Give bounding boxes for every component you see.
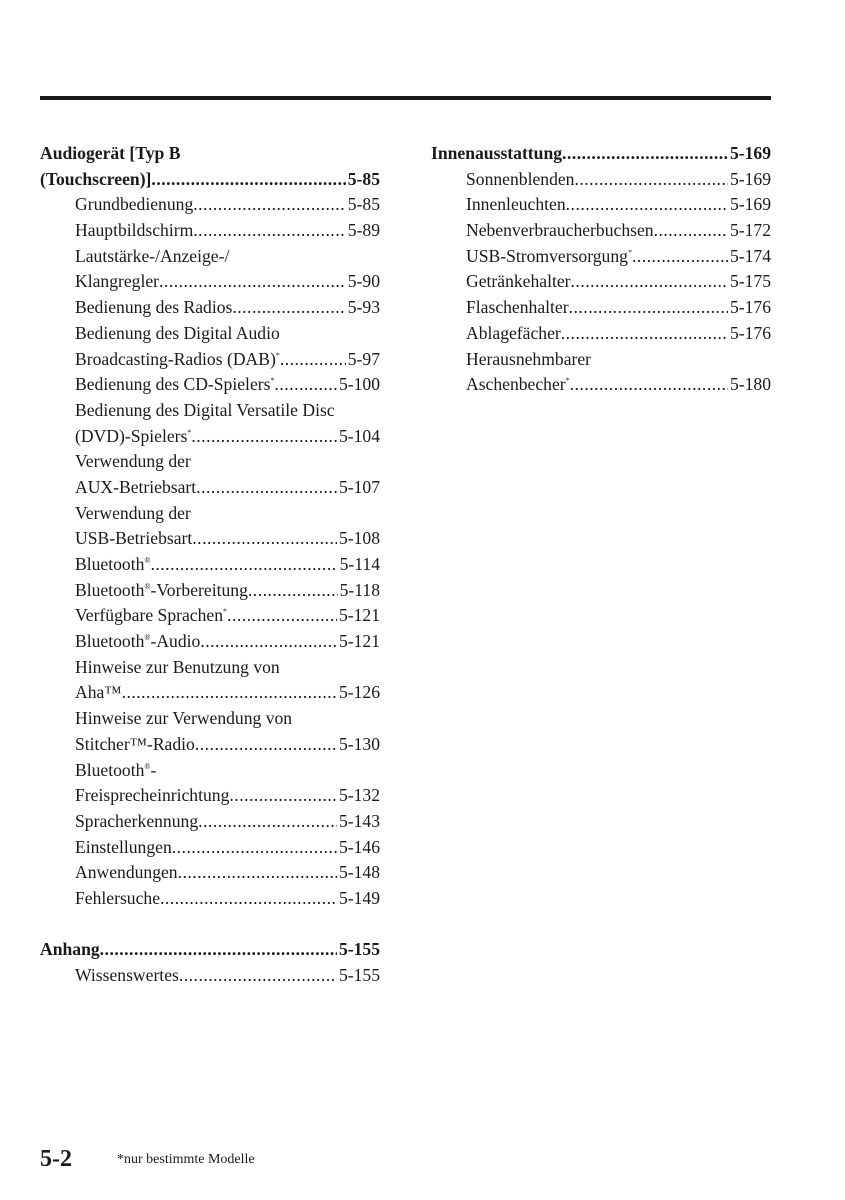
dot-leader — [248, 578, 338, 604]
toc-entry[interactable] — [40, 860, 380, 886]
dot-leader — [200, 629, 337, 655]
toc-entry-title: Broadcasting-Radios (DAB)* — [75, 348, 280, 369]
toc-entry[interactable] — [40, 552, 380, 578]
toc-page-number: 5-169 — [729, 168, 771, 189]
toc-entry[interactable] — [40, 218, 380, 244]
toc-page-number: 5-118 — [339, 579, 380, 600]
dot-leader — [227, 603, 337, 629]
toc-entry-title: Aschenbecher* — [466, 374, 570, 395]
toc-page-number: 5-155 — [338, 965, 380, 985]
toc-entry — [40, 398, 380, 424]
dot-leader — [569, 295, 728, 321]
toc-entry[interactable] — [40, 295, 380, 321]
footnote-marker: * — [627, 247, 632, 257]
dot-leader — [160, 886, 337, 912]
toc-page-number: 5-174 — [729, 245, 771, 266]
toc-page-number: 5-100 — [338, 374, 380, 395]
toc-page-number: 5-130 — [338, 733, 380, 754]
toc-entry[interactable] — [431, 269, 771, 295]
footnote-marker: * — [275, 350, 280, 360]
toc-entry-title: Innenausstattung — [431, 143, 563, 163]
toc-entry-title: Innenleuchten — [466, 194, 566, 215]
footnote-marker: * — [223, 607, 228, 617]
toc-column-left — [40, 141, 380, 989]
footnote-marker: ® — [144, 581, 151, 591]
toc-entry — [40, 321, 380, 347]
toc-entry[interactable] — [40, 372, 380, 398]
toc-entry[interactable] — [40, 732, 380, 758]
header-rule — [40, 96, 771, 100]
footnote-marker: * — [187, 427, 192, 437]
toc-entry-title: AUX-Betriebsart — [75, 476, 197, 497]
toc-entry-title: Hinweise zur Verwendung von — [75, 708, 293, 729]
dot-leader — [632, 244, 728, 270]
toc-entry-title: Verfügbare Sprachen* — [75, 605, 228, 626]
dot-leader — [196, 475, 337, 501]
toc-entry[interactable] — [431, 321, 771, 347]
toc-entry[interactable] — [431, 167, 771, 193]
footnote-marker: ® — [144, 633, 151, 643]
toc-entry-title: Bluetooth®-Vorbereitung — [75, 579, 248, 600]
toc-entry[interactable] — [40, 269, 380, 295]
toc-entry[interactable] — [40, 347, 380, 373]
toc-page-number: 5-172 — [729, 220, 771, 241]
dot-leader — [172, 835, 337, 861]
dot-leader — [232, 295, 345, 321]
toc-entry[interactable] — [431, 244, 771, 270]
toc-page-number: 5-107 — [338, 476, 380, 497]
toc-page-number: 5-180 — [729, 374, 771, 395]
toc-entry-title: Lautstärke-/Anzeige-/ — [75, 245, 230, 266]
toc-page-number: 5-93 — [347, 297, 380, 318]
toc-entry[interactable] — [40, 680, 380, 706]
dot-leader — [566, 192, 728, 218]
toc-entry-title: Verwendung der — [75, 502, 191, 523]
toc-page-number: 5-90 — [347, 271, 380, 292]
dot-leader — [150, 552, 337, 578]
toc-entry-title: Klangregler — [75, 271, 160, 292]
toc-entry[interactable] — [40, 475, 380, 501]
toc-page-number: 5-176 — [729, 297, 771, 318]
toc-page-number: 5-121 — [338, 605, 380, 626]
toc-entry-title: Stitcher™-Radio — [75, 733, 195, 754]
toc-entry[interactable] — [431, 372, 771, 398]
footnote-marker: * — [270, 376, 275, 386]
toc-page-number: 5-146 — [338, 836, 380, 857]
dot-leader — [229, 783, 337, 809]
toc-page-number: 5-126 — [338, 682, 380, 703]
toc-entry-title: Ablagefächer — [466, 322, 561, 343]
toc-entry-title: Bedienung des Radios — [75, 297, 233, 318]
toc-section-heading[interactable] — [40, 937, 380, 963]
toc-entry[interactable] — [431, 218, 771, 244]
toc-entry[interactable] — [40, 963, 380, 989]
toc-entry-title: Anwendungen — [75, 862, 178, 883]
dot-leader — [198, 809, 337, 835]
toc-entry-title: Herausnehmbarer — [466, 348, 592, 369]
toc-entry[interactable] — [40, 192, 380, 218]
dot-leader — [561, 321, 728, 347]
dot-leader — [179, 963, 337, 989]
dot-leader — [178, 860, 337, 886]
toc-entry — [40, 706, 380, 732]
toc-page-number: 5-132 — [338, 785, 380, 806]
toc-entry-title: Bedienung des Digital Versatile Disc — [75, 399, 335, 420]
toc-entry-title: (DVD)-Spielers* — [75, 425, 192, 446]
toc-entry[interactable] — [40, 809, 380, 835]
toc-entry-title: Audiogerät [Typ B — [40, 143, 181, 163]
toc-page-number: 5-148 — [338, 862, 380, 883]
toc-page-number: 5-108 — [338, 528, 380, 549]
toc-entry-title: Einstellungen — [75, 836, 172, 857]
toc-entry-title: Fehlersuche — [75, 887, 161, 908]
toc-section-heading — [40, 141, 380, 167]
toc-entry[interactable] — [40, 526, 380, 552]
dot-leader — [151, 167, 345, 193]
dot-leader — [654, 218, 728, 244]
toc-entry-title: USB-Betriebsart — [75, 528, 193, 549]
toc-entry — [40, 501, 380, 527]
toc-entry[interactable] — [431, 192, 771, 218]
toc-section-heading[interactable] — [431, 141, 771, 167]
footnote-marker: ® — [144, 761, 151, 771]
toc-page-number: 5-169 — [729, 194, 771, 215]
toc-entry[interactable] — [40, 629, 380, 655]
toc-page-number: 5-104 — [338, 425, 380, 446]
toc-page-number: 5-155 — [338, 939, 380, 960]
toc-entry-title: USB-Stromversorgung* — [466, 245, 632, 266]
footnote: *nur bestimmte Modelle — [117, 1152, 255, 1167]
toc-entry — [40, 655, 380, 681]
toc-page-number: 5-89 — [347, 220, 380, 241]
toc-entry-title: Bedienung des CD-Spielers* — [75, 374, 275, 395]
toc-entry[interactable] — [40, 835, 380, 861]
toc-entry — [431, 347, 771, 373]
dot-leader — [193, 192, 346, 218]
dot-leader — [195, 732, 337, 758]
toc-entry-title: Bluetooth® — [75, 554, 151, 574]
dot-leader — [193, 218, 345, 244]
dot-leader — [570, 372, 728, 398]
toc-entry — [40, 758, 380, 784]
page-number: 5-2 — [40, 1146, 72, 1172]
dot-leader — [562, 141, 728, 167]
toc-entry-title: Sonnenblenden — [466, 168, 575, 189]
dot-leader — [192, 526, 337, 552]
toc-entry-title: Spracherkennung — [75, 810, 199, 831]
toc-entry-title: Nebenverbraucherbuchsen — [466, 220, 654, 241]
toc-page-number: 5-143 — [338, 810, 380, 831]
toc-entry-title: Verwendung der — [75, 451, 191, 472]
toc-page-number: 5-149 — [338, 887, 380, 908]
toc-entry[interactable] — [40, 603, 380, 629]
toc-section-heading[interactable] — [40, 167, 380, 193]
section-gap — [40, 912, 380, 938]
footnote-marker: ® — [144, 556, 151, 565]
dot-leader — [571, 269, 728, 295]
toc-entry[interactable] — [40, 424, 380, 450]
toc-page-number: 5-175 — [729, 271, 771, 292]
dot-leader — [274, 372, 336, 398]
toc-entry[interactable] — [431, 295, 771, 321]
dot-leader — [159, 269, 346, 295]
toc-page-number: 5-85 — [347, 194, 380, 215]
toc-entry-title: Flaschenhalter — [466, 297, 569, 318]
toc-entry — [40, 244, 380, 270]
toc-entry-title: Wissenswertes — [75, 965, 179, 985]
footnote-marker: * — [565, 376, 570, 386]
toc-page-number: 5-97 — [347, 348, 380, 369]
dot-leader — [100, 937, 337, 963]
toc-entry — [40, 449, 380, 475]
dot-leader — [122, 680, 337, 706]
dot-leader — [280, 347, 346, 373]
toc-entry-title: Grundbedienung — [75, 194, 194, 215]
toc-page-number: 5-176 — [729, 322, 771, 343]
toc-entry-title: (Touchscreen)] — [40, 168, 152, 189]
toc-entry-title: Freisprecheinrichtung — [75, 785, 230, 806]
toc-entry[interactable] — [40, 886, 380, 912]
toc-entry[interactable] — [40, 578, 380, 604]
toc-entry-title: Getränkehalter — [466, 271, 571, 292]
toc-page-number: 5-85 — [347, 168, 380, 189]
toc-entry-title: Bluetooth®-Audio — [75, 631, 201, 652]
toc-entry-title: Anhang — [40, 939, 100, 960]
toc-entry-title: Bluetooth®- — [75, 759, 157, 780]
toc-entry-title: Aha™ — [75, 682, 122, 703]
toc-entry-title: Bedienung des Digital Audio — [75, 322, 280, 343]
toc-page-number: 5-121 — [338, 631, 380, 652]
dot-leader — [574, 167, 727, 193]
toc-entry-title: Hinweise zur Benutzung von — [75, 656, 280, 677]
toc-page-number: 5-114 — [339, 554, 380, 574]
dot-leader — [191, 424, 337, 450]
toc-entry[interactable] — [40, 783, 380, 809]
toc-entry-title: Hauptbildschirm — [75, 220, 194, 241]
toc-column-right — [431, 141, 771, 398]
toc-page-number: 5-169 — [729, 143, 771, 163]
